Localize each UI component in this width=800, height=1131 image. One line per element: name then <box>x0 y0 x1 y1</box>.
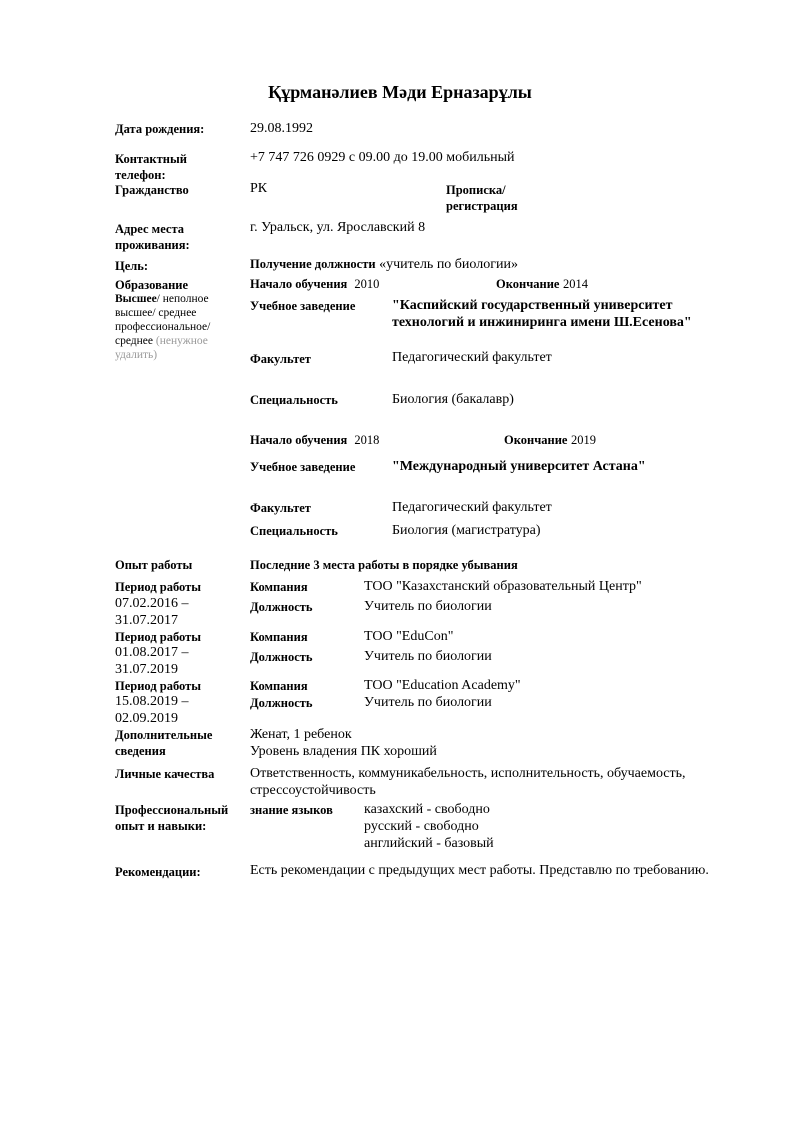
edu1-start-label: Начало обучения <box>250 277 348 291</box>
edu2-end-value: 2019 <box>570 433 596 447</box>
extra-label-line1: Дополнительные <box>115 728 213 742</box>
job2-period-label: Период работы <box>115 630 202 644</box>
language-english: английский - базовый <box>364 836 494 851</box>
refs-label: Рекомендации: <box>115 865 201 879</box>
edu1-end <box>496 276 588 293</box>
edu1-spec: Биология (бакалавр) <box>392 392 514 407</box>
phone-value: +7 747 726 0929 с 09.00 до 19.00 мобильный <box>250 150 515 165</box>
birth-value: 29.08.1992 <box>250 121 313 136</box>
edu1-inst-label: Учебное заведение <box>250 299 356 313</box>
edu2-inst-label: Учебное заведение <box>250 460 356 474</box>
phone-label-line1: Контактный <box>115 152 187 166</box>
skills-label-line1: Профессиональный <box>115 803 229 817</box>
education-opt-bold: Высшее <box>115 293 157 305</box>
edu1-end-label: Окончание <box>496 277 560 291</box>
goal-label: Цель: <box>115 259 149 273</box>
phone-label <box>115 151 187 183</box>
job2-company-label: Компания <box>250 630 308 644</box>
job3-period-end: 02.09.2019 <box>115 711 178 726</box>
job3-position: Учитель по биологии <box>364 695 492 710</box>
goal-text: «учитель по биологии» <box>379 257 518 272</box>
job1-period-label: Период работы <box>115 580 202 594</box>
edu1-spec-label: Специальность <box>250 393 338 407</box>
edu2-start-value: 2018 <box>354 433 380 447</box>
citizenship-label: Гражданство <box>115 183 189 197</box>
edu1-start-value: 2010 <box>354 277 380 291</box>
education-options <box>115 292 210 362</box>
goal-bold: Получение должности <box>250 257 376 271</box>
address-label-line1: Адрес места <box>115 222 184 236</box>
address-value: г. Уральск, ул. Ярославский 8 <box>250 220 426 235</box>
personal-values <box>250 765 686 799</box>
job3-company: ТОО "Education Academy" <box>364 678 521 693</box>
extra-value-2: Уровень владения ПК хороший <box>250 744 437 759</box>
edu2-start <box>250 432 379 449</box>
address-label-line2: проживания: <box>115 238 190 252</box>
extra-label-line2: сведения <box>115 744 166 758</box>
job3-period-label: Период работы <box>115 679 202 693</box>
personal-value-2: стрессоустойчивость <box>250 783 376 798</box>
education-opt5: удалить) <box>115 349 158 361</box>
page-title: Құрманәлиев Мәди Ерназарұлы <box>268 82 532 102</box>
job2-period-end: 31.07.2019 <box>115 662 178 677</box>
job1-position-label: Должность <box>250 600 313 614</box>
extra-label <box>115 727 212 759</box>
edu2-end <box>504 432 596 449</box>
registration-label <box>446 182 518 214</box>
edu2-start-label: Начало обучения <box>250 433 348 447</box>
education-opt4a: среднее <box>115 335 156 347</box>
address-label <box>115 221 190 253</box>
education-opt1: / неполное <box>156 293 209 305</box>
extra-values <box>250 726 437 760</box>
job2-position-label: Должность <box>250 650 313 664</box>
edu1-start <box>250 276 379 293</box>
job3-period-start: 15.08.2019 – <box>115 694 189 709</box>
registration-label-line2: регистрация <box>446 199 518 213</box>
languages-label: знание языков <box>250 803 333 817</box>
edu1-faculty-label: Факультет <box>250 352 311 366</box>
registration-label-line1: Прописка/ <box>446 183 506 197</box>
job3-company-label: Компания <box>250 679 308 693</box>
job1-period <box>115 595 189 629</box>
edu2-inst: "Международный университет Астана" <box>392 459 646 474</box>
birth-label: Дата рождения: <box>115 122 205 136</box>
language-russian: русский - свободно <box>364 819 479 834</box>
edu2-spec-label: Специальность <box>250 524 338 538</box>
edu2-spec: Биология (магистратура) <box>392 523 541 538</box>
job2-company: ТОО "EduCon" <box>364 629 454 644</box>
job2-period <box>115 644 189 678</box>
education-opt3: профессиональное/ <box>115 321 211 333</box>
job1-period-end: 31.07.2017 <box>115 613 178 628</box>
goal-value <box>250 256 518 273</box>
job3-position-label: Должность <box>250 696 313 710</box>
job1-company: ТОО "Казахстанский образовательный Центр" <box>364 579 642 594</box>
skills-label-line2: опыт и навыки: <box>115 819 207 833</box>
language-kazakh: казахский - свободно <box>364 802 490 817</box>
edu1-faculty: Педагогический факультет <box>392 350 552 365</box>
job1-period-start: 07.02.2016 – <box>115 596 189 611</box>
personal-value-1: Ответственность, коммуникабельность, исполнительность, обучаемость, <box>250 766 686 781</box>
job2-position: Учитель по биологии <box>364 649 492 664</box>
edu1-inst <box>392 297 692 331</box>
education-opt4b: (ненужное <box>155 335 208 347</box>
refs-value: Есть рекомендации с предыдущих мест работы. Представлю по требованию. <box>250 863 709 878</box>
edu1-inst-line2: технологий и инжиниринга имени Ш.Есенова" <box>392 315 692 330</box>
education-label: Образование <box>115 278 189 292</box>
job1-company-label: Компания <box>250 580 308 594</box>
citizenship-value: РК <box>250 181 268 196</box>
edu1-inst-line1: "Каспийский государственный университет <box>392 298 673 313</box>
edu2-faculty-label: Факультет <box>250 501 311 515</box>
job1-position: Учитель по биологии <box>364 599 492 614</box>
work-header: Последние 3 места работы в порядке убывания <box>250 558 518 572</box>
work-label: Опыт работы <box>115 558 193 572</box>
personal-label: Личные качества <box>115 767 215 781</box>
languages-list <box>364 801 494 852</box>
edu2-end-label: Окончание <box>504 433 568 447</box>
job2-period-start: 01.08.2017 – <box>115 645 189 660</box>
edu1-end-value: 2014 <box>562 277 588 291</box>
extra-value-1: Женат, 1 ребенок <box>250 727 352 742</box>
education-opt2: высшее/ среднее <box>115 307 197 319</box>
phone-label-line2: телефон: <box>115 168 166 182</box>
skills-label <box>115 802 228 834</box>
job3-period <box>115 693 189 727</box>
edu2-faculty: Педагогический факультет <box>392 500 552 515</box>
